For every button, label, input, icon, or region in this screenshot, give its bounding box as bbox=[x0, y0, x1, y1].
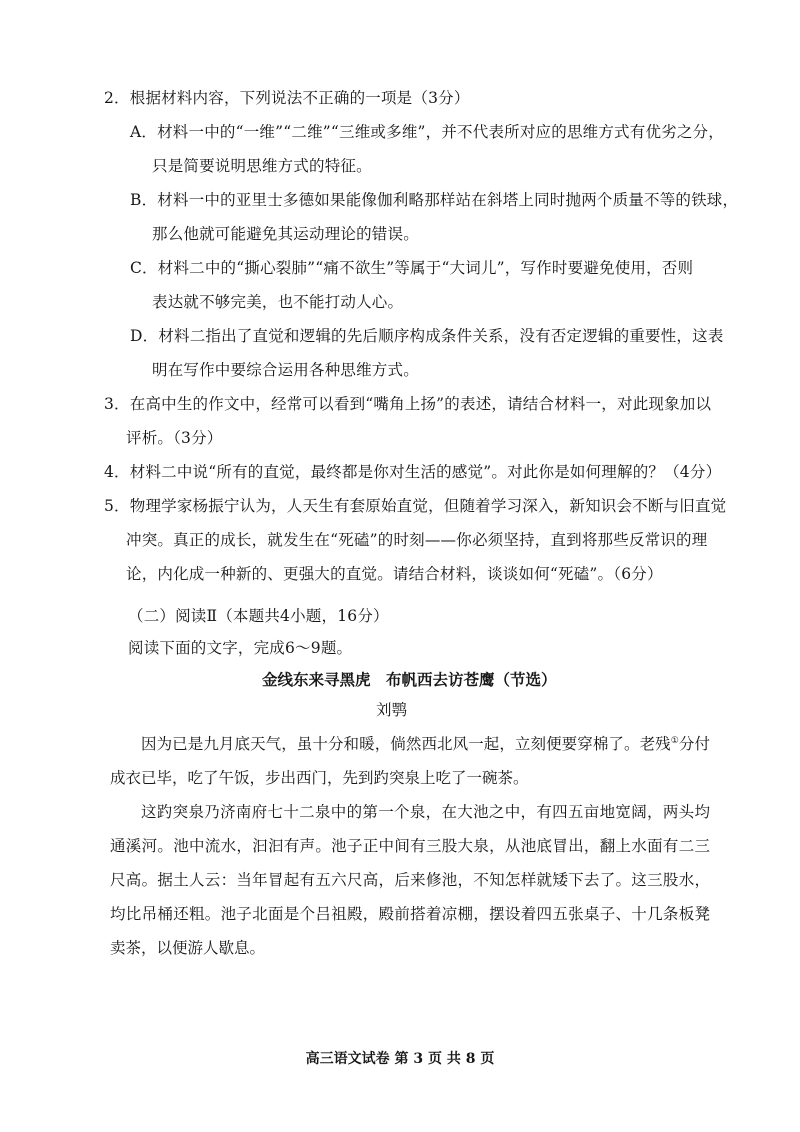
section-heading: （二）阅读Ⅱ（本题共4小题，16分） bbox=[128, 607, 389, 625]
page-footer: 高三语文试卷 第 3 页 共 8 页 bbox=[305, 1051, 495, 1067]
option-c-line2: 表达就不够完美，也不能打动人心。 bbox=[152, 293, 404, 311]
passage-paragraph-2: 这趵突泉乃济南府七十二泉中的第一个泉，在大池之中，有四五亩地宽阔，两头均通溪河。池中流水，汩汩有声。池子正中间有三股大泉，从池底冒出，翻上水面有二三尺高。据土人云：当年冒起有五六尺高，后来修池，不知怎样就矮下去了。这三股水，均比吊桶还粗。池子北面是个吕祖殿，殿前搭着凉棚，摆设着四五张桌子、十几条板凳卖茶，以便游人歇息。 bbox=[110, 803, 710, 958]
option-a-line1: A．材料一中的“一维”“二维”“三维或多维”，并不代表所对应的思维方式有优劣之分， bbox=[130, 123, 724, 141]
passage-title: 金线东来寻黑虎 布帆西去访苍鹰（节选） bbox=[262, 670, 557, 689]
question-5-line3: 论，内化成一种新的、更强大的直觉。请结合材料，谈谈如何“死磕”。（6分） bbox=[126, 565, 663, 583]
question-5-line2: 冲突。真正的成长，就发生在“死磕”的时刻——你必须坚持，直到将那些反常识的理 bbox=[126, 531, 708, 549]
option-d-line1: D．材料二指出了直觉和逻辑的先后顺序构成条件关系，没有否定逻辑的重要性，这表 bbox=[130, 327, 724, 345]
option-c-line1: C．材料二中的“撕心裂肺”“痛不欲生”等属于“大词儿”，写作时要避免使用，否则 bbox=[130, 259, 694, 277]
section-instruction: 阅读下面的文字，完成6～9题。 bbox=[128, 639, 353, 657]
footnote-marker: ① bbox=[670, 736, 679, 746]
option-a-line2: 只是简要说明思维方式的特征。 bbox=[152, 157, 372, 175]
question-2-stem: 2．根据材料内容，下列说法不正确的一项是（3分） bbox=[104, 89, 470, 107]
option-d-line2: 明在写作中要综合运用各种思维方式。 bbox=[152, 361, 419, 379]
option-b-line1: B．材料一中的亚里士多德如果能像伽利略那样站在斜塔上同时抛两个质量不等的铁球， bbox=[130, 191, 739, 209]
question-3-line2: 评析。（3分） bbox=[126, 429, 223, 447]
passage-paragraph-1: 因为已是九月底天气，虽十分和暖，倘然西北风一起，立刻便要穿棉了。老残①分付成衣已毕，吃了午饭，步出西门，先到趵突泉上吃了一碗茶。 bbox=[110, 735, 710, 788]
question-3-line1: 3．在高中生的作文中，经常可以看到“嘴角上扬”的表述，请结合材料一，对此现象加以 bbox=[104, 395, 712, 413]
question-4-line1: 4．材料二中说“所有的直觉，最终都是你对生活的感觉”。对此你是如何理解的？（4分） bbox=[104, 463, 722, 481]
option-b-line2: 那么他就可能避免其运动理论的错误。 bbox=[152, 225, 419, 243]
question-5-line1: 5．物理学家杨振宁认为，人天生有套原始直觉，但随着学习深入，新知识会不断与旧直觉 bbox=[104, 497, 727, 515]
passage-author: 刘鹗 bbox=[376, 701, 408, 719]
passage-body bbox=[110, 724, 710, 965]
